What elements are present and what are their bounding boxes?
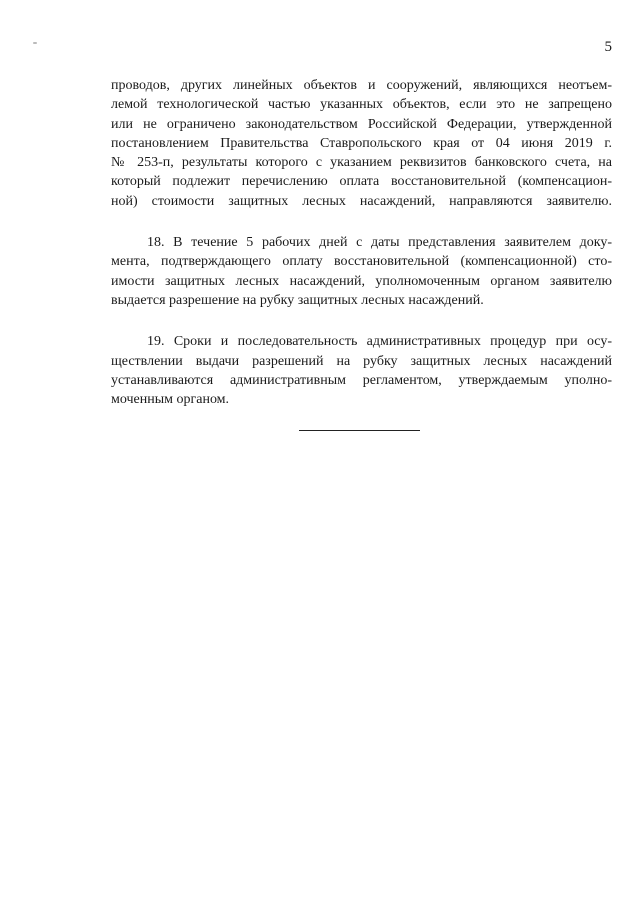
text-line: постановлением Правительства Ставропольского края от 04 июня 2019 г. (111, 135, 612, 151)
text-line: проводов, других линейных объектов и сооружений, являющихся неотъем- (111, 78, 612, 93)
text-line: 18. В течение 5 рабочих дней с даты представления заявителем доку- (147, 235, 612, 251)
document-body (111, 76, 612, 409)
paragraph-gap (111, 211, 612, 233)
text-line: ществлении выдачи разрешений на рубку защитных лесных насаждений (111, 353, 612, 369)
text-line: 19. Сроки и последовательность административных процедур при осу- (147, 334, 612, 350)
text-line: № 253-п, результаты которого с указанием реквизитов банковского счета, на (111, 155, 612, 171)
paragraph-19 (111, 332, 612, 409)
text-line: выдается разрешение на рубку защитных лесных насаждений. (111, 292, 484, 308)
text-line: который подлежит перечислению оплата восстановительной (компенсацион- (111, 174, 612, 190)
text-line: устанавливаются административным регламентом, утверждаемым уполно- (111, 372, 612, 388)
paragraph-continuation (111, 76, 612, 211)
scan-artifact (33, 42, 37, 44)
closing-divider-line (299, 430, 420, 431)
paragraph-18 (111, 233, 612, 310)
text-line: имости защитных лесных насаждений, уполномоченным органом заявителю (111, 273, 612, 289)
text-line: моченным органом. (111, 392, 230, 408)
text-line: ной) стоимости защитных лесных насаждений, направляются заявителю. (111, 193, 612, 209)
text-line: мента, подтверждающего оплату восстановительной (компенсационной) сто- (111, 254, 612, 270)
page-number: 5 (604, 39, 612, 55)
text-line: лемой технологической частью указанных объектов, если это не запрещено (111, 97, 612, 113)
text-line: или не ограничено законодательством Российской Федерации, утвержденной (111, 116, 612, 132)
paragraph-gap (111, 310, 612, 332)
